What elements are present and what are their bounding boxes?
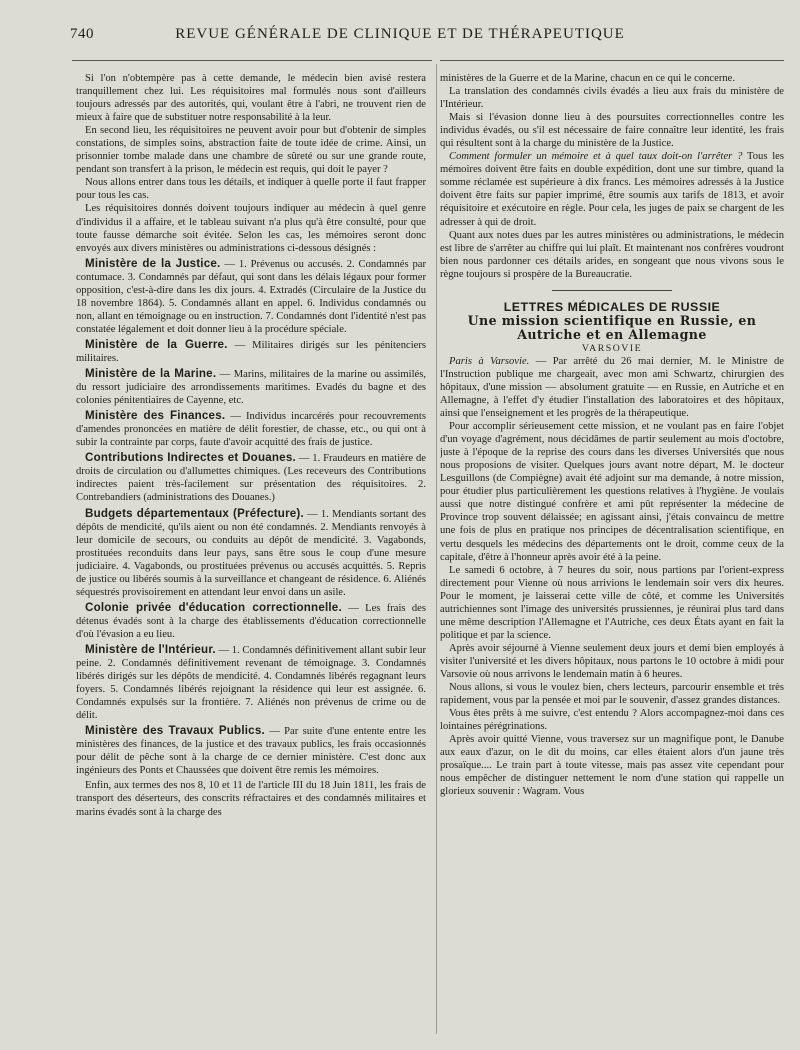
article-first-paragraph: [440, 355, 784, 420]
article-paragraph: Après avoir séjourné à Vienne seulement deux jours et demi bien employés à visiter l'université et les divers hôpitaux, nous partons le 10 octobre à midi pour Varsovie où nous arrivons le lendemain matin à 6 heures.: [440, 642, 784, 680]
paragraph: Nous allons entrer dans tous les détails, et indiquer à quelle porte il faut frapper pour tous les cas.: [76, 177, 426, 202]
question-heading: Comment formuler un mémoire et à quel taux doit-on l'arrêter ?: [449, 151, 743, 163]
section-title: LETTRES MÉDICALES DE RUSSIE: [503, 299, 721, 314]
ministry-text: — 1. Condamnés définitivement allant subir leur peine. 2. Condamnés définitivement revenant de témoignage. 3. Condamnés libérés dirigés sur les dépôts de mendicité. 4. Condamnés libérés regagnant leurs foyers. 5. Condamnés libérés rejoignant la résidence qui leur est assignée. 6. Condamnés expulsés sur la frontière. 7. Aliénés non prévenus de crime ou de délit.: [76, 644, 426, 722]
ministry-text: — 1. Prévenus ou accusés. 2. Condamnés par contumace. 3. Condamnés par défaut, qui sont dans les délais légaux pour former opposition, c'est-à-dire dans les dix jours. 4. Extradés (Circulaire de la Justice du 18 novembre 1864). 5. Condamnés allant en appel. 6. Individus condamnés ou non, allant en témoignage ou en instruction. 7. Condamnés dont l'identité n'est pas constatée légalement et doit donner lieu à la procédure spéciale.: [76, 258, 426, 335]
paragraph: La translation des condamnés civils évadés a lieu aux frais du ministère de l'Intérieur.: [440, 86, 784, 111]
question-paragraph: [440, 150, 784, 228]
ministry-heading: Contributions Indirectes et Douanes.: [85, 451, 296, 465]
closing-paragraph: Enfin, aux termes des nos 8, 10 et 11 de l'article III du 18 Juin 1811, les frais de transport des déserteurs, des conscrits réfractaires et des condamnés militaires et marins évadés sont à la charge des: [76, 780, 426, 818]
ministry-entry-travaux-publics: [76, 724, 426, 777]
ministry-entry-finances: [76, 409, 426, 449]
paragraph: Quant aux notes dues par les autres ministères ou administrations, le médecin est libre de s'arrêter au chiffre qui lui plaît. Et maintenant nos confrères voudront bien nous pardonner ces détails arides, en songeant que nous vivons sous le règne toujours si prospère de la Bureaucratie.: [440, 229, 784, 280]
ministry-entry-marine: [76, 367, 426, 407]
ministry-entry-contributions: [76, 451, 426, 504]
ministry-entry-justice: [76, 257, 426, 336]
paragraph: Si l'on n'obtempère pas à cette demande, le médecin bien avisé restera tranquillement chez lui. Les réquisitoires mal formulés nous sont d'ailleurs toujours adressés par des autorités, qui, voulant être à l'abri, ne trouvent rien de mieux à faire que de substituer notre responsabilité à la leur.: [76, 73, 426, 124]
header-rule-right: [440, 60, 784, 61]
article-paragraph: Après avoir quitté Vienne, vous traversez sur un magnifique pont, le Danube aux eaux d'azur, on le dit du moins, car elles étaient alors d'un jaune très prosaïque.... Le train part à toute vitesse, mais pas assez vite cependant pour nous empêcher de distinguer nettement le nom d'une station qui rappelle un glorieux souvenir : Wagram. Vous: [440, 734, 784, 798]
dateline: VARSOVIE: [581, 342, 643, 354]
journal-title: REVUE GÉNÉRALE DE CLINIQUE ET DE THÉRAPEUTIQUE: [175, 26, 625, 42]
article-paragraph: Nous allons, si vous le voulez bien, chers lecteurs, parcourir ensemble et très rapidement, vous par la pensée et moi par le souvenir, d'assez grandes distances.: [440, 682, 784, 707]
ministry-heading: Ministère de la Justice.: [85, 256, 221, 270]
place-heading: Paris à Varsovie.: [449, 355, 530, 367]
ministry-text: — Marins, militaires de la marine ou assimilés, du ressort judiciaire des arrondissements maritimes. Evadés du bagne et des colonies pénitentiaires de Cayenne, etc.: [76, 369, 426, 407]
page-number: 740: [70, 26, 94, 42]
ministry-entry-colonie: [76, 601, 426, 641]
ministry-entry-interieur: [76, 643, 426, 722]
ministry-heading: Ministère de l'Intérieur.: [85, 642, 216, 656]
ministry-entry-budgets: [76, 507, 426, 599]
ministry-heading: Budgets départementaux (Préfecture).: [85, 506, 304, 520]
ministry-heading: Ministère des Finances.: [85, 409, 226, 423]
paragraph: Les réquisitoires donnés doivent toujours indiquer au médecin à quel genre d'individus il a affaire, et le tableau suivant n'a plus qu'à être consulté, pour que toute fausse démarche soit évitée. Selon les cas, les mémoires seront donc envoyés aux divers ministères ou administrations ci-dessous désignés :: [76, 203, 426, 254]
ministry-heading: Ministère des Travaux Publics.: [85, 724, 265, 738]
ministry-text: — 1. Fraudeurs en matière de droits de circulation ou d'allumettes chimiques. (Les receveurs des Contributions indirectes paient très-facilement sur présentation des réquisitoires. 2. Contrebandiers (administrations des Douanes.): [76, 453, 426, 504]
article-title: Une mission scientifique en Russie, en Autriche et en Allemagne: [467, 312, 757, 342]
article-paragraph: Pour accomplir sérieusement cette mission, et ne voulant pas en faire l'objet d'un voyage d'agrément, nous décidâmes de partir seulement au mois d'octobre, juste à l'époque de la reprise des cours dans les diverses Universités que nous nous proposions de visiter. Quelques jours avant notre départ, M. le docteur Lesguillons (de Compiègne) avait été adjoint sur ma demande, à notre mission, pour étudier plus particulièrement les questions relatives à l'hygiène. Je voulais aussi que notre distingué confrère et ami pût représenter la médecine de Province trop souvent délaissée; en agissant ainsi, j'étais convaincu de mettre une fois de plus en pratique nos principes de décentralisation scientifique, en vertu desquels les médecins des départements ont le droit, comme ceux de la capitale, d'être à l'honneur après avoir été à la peine.: [440, 421, 784, 563]
article-first-text: — Par arrêté du 26 mai dernier, M. le Ministre de l'Instruction publique me chargeait, avec mon ami Schwartz, chirurgien des hôpitaux, d'une mission — absolument gratuite — en Russie, en Autriche et en Allemagne, à l'effet d'y étudier l'installation des laboratoires et des hôpitaux, ainsi que l'enseignement et les progrès de la thérapeutique.: [440, 355, 784, 420]
right-column: [440, 72, 784, 1044]
paragraph: Mais si l'évasion donne lieu à des poursuites correctionnelles contre les individus évadés, ou s'il est nécessaire de faire connaître leur identité, les frais qui résultent sont à la charge du ministère de la Justice.: [440, 112, 784, 150]
ministry-text: — Les frais des détenus évadés sont à la charge des établissements d'éducation correctionnelle d'où l'évasion a eu lieu.: [76, 602, 426, 640]
paragraph: En second lieu, les réquisitoires ne peuvent avoir pour but d'obtenir de simples constations, de simples soins, abstraction faite de toute idée de crime. Ainsi, un prisonnier tombe malade dans une chambre de sûreté ou sur une grande route, pendant son transfert à la prison, le médecin est requis, qui doit le payer ?: [76, 125, 426, 176]
ministry-heading: Colonie privée d'éducation correctionnelle.: [85, 600, 342, 614]
ministry-heading: Ministère de la Marine.: [85, 367, 217, 381]
ministry-heading: Ministère de la Guerre.: [85, 337, 228, 351]
running-head: [70, 26, 730, 50]
question-text: Tous les mémoires doivent être faits en double expédition, dont une sur timbre, quand la somme réclamée est supérieure à dix francs. Les mémoires adressés à la Justice doivent être faits sur papier imprimé, être soumis aux tarifs de 1813, et avoir réquisitoire et exécutoire en règle. Pour cela, les juges de paix se chargent de les adresser à qui de droit.: [440, 151, 784, 228]
ministry-text: — Militaires dirigés sur les pénitenciers militaires.: [76, 339, 426, 364]
ministry-text: — Individus incarcérés pour recouvrements d'amendes prononcées en matière de délit forestier, de chasse, etc., ou qui ont à subir la contrainte par corps, faute d'avoir acquitté des frais de justice.: [76, 411, 426, 449]
column-divider: [436, 64, 437, 1034]
ministry-entry-guerre: [76, 338, 426, 365]
ministry-text: — 1. Mendiants sortant des dépôts de mendicité, qu'ils aient ou non été condamnés. 2. Mendiants renvoyés à leur domicile de secours, ou conduits au dépôt de mendicité. 3. Vagabonds, prostituées reconduits dans leur pays, sans être sous le coup d'une mesure judiciaire. 4. Vagabonds, ou prostituées prévenus ou accusés acquittés. 5. Repris de justice ou libérés soumis à la surveillance et changeant de résidence. 6. Aliénés séquestrés provisoirement en attendant leur envoi dans un asile.: [76, 508, 426, 598]
header-rule-left: [72, 60, 432, 61]
left-column: [76, 72, 426, 1044]
section-rule: [552, 290, 672, 291]
article-paragraph: Vous êtes prêts à me suivre, c'est entendu ? Alors accompagnez-moi dans ces lointaines pérégrinations.: [440, 708, 784, 733]
article-paragraph: Le samedi 6 octobre, à 7 heures du soir, nous partions par l'orient-express directement pour Vienne où nous arrivions le lendemain soir vers dix heures. Pour le moment, je laisserai cette ville de côté, et comme les Universités autrichiennes sont l'image des universités prussiennes, je réunirai plus tard dans une même description l'Allemagne et l'Autriche, ces deux États ayant en fait la politique et par la science.: [440, 564, 784, 641]
continued-paragraph: ministères de la Guerre et de la Marine, chacun en ce qui le concerne.: [440, 73, 736, 84]
ministry-text: — Par suite d'une entente entre les ministères des finances, de la justice et des travaux publics, les frais occasionnés pour délit de pêche sont à la charge de ce dernier ministère. C'est donc aux ingénieurs des Ponts et Chaussées que doivent être remis les mémoires.: [76, 726, 426, 777]
